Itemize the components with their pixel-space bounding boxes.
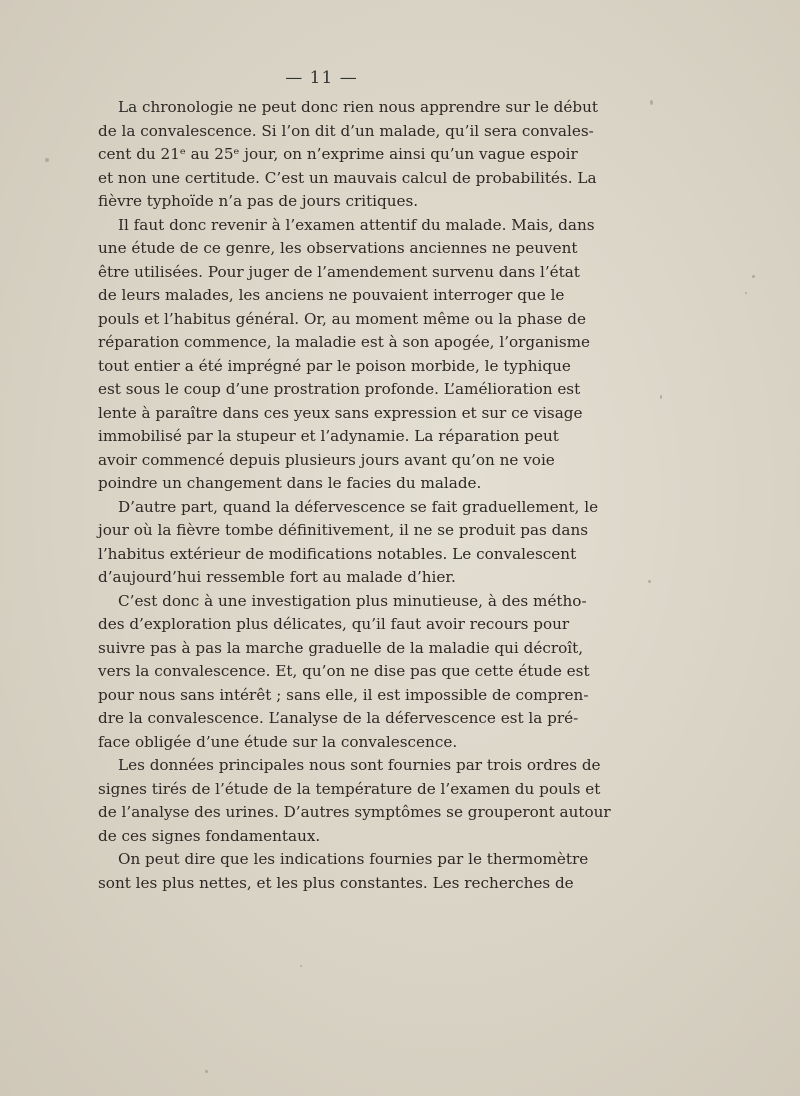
text-line: et non une certitude. C’est un mauvais calcul de probabilités. La xyxy=(98,168,597,187)
text-line: C’est donc à une investigation plus minutieuse, à des métho- xyxy=(118,591,587,610)
text-line: immobilisé par la stupeur et l’adynamie. La réparation peut xyxy=(98,427,559,445)
text-line: fièvre typhoïde n’a pas de jours critiques. xyxy=(98,192,419,210)
paper-speck xyxy=(752,275,755,278)
body-text xyxy=(98,96,611,895)
text-line: cent du 21ᵉ au 25ᵉ jour, on n’exprime ainsi qu’un vague espoir xyxy=(98,145,578,163)
text-line: pour nous sans intérêt ; sans elle, il est impossible de compren- xyxy=(98,685,589,704)
text-line: dre la convalescence. L’analyse de la défervescence est la pré- xyxy=(98,709,579,727)
text-line: jour où la fièvre tombe définitivement, il ne se produit pas dans xyxy=(98,521,589,539)
text-line: être utilisées. Pour juger de l’amendement survenu dans l’état xyxy=(98,262,580,281)
paper-speck xyxy=(205,1070,208,1073)
text-line: de l’analyse des urines. D’autres symptômes se grouperont autour xyxy=(98,803,611,821)
paper-speck xyxy=(300,965,302,967)
text-line: est sous le coup d’une prostration profonde. L’amélioration est xyxy=(98,380,581,398)
text-line: une étude de ce genre, les observations anciennes ne peuvent xyxy=(98,239,578,257)
text-line: D’autre part, quand la défervescence se fait graduellement, le xyxy=(118,497,599,516)
text-line: l’habitus extérieur de modifications notables. Le convalescent xyxy=(98,544,577,563)
text-line: lente à paraître dans ces yeux sans expression et sur ce visage xyxy=(98,403,583,422)
paper-speck xyxy=(745,292,747,294)
paper-speck xyxy=(660,395,662,399)
text-line: sont les plus nettes, et les plus constantes. Les recherches de xyxy=(98,873,574,892)
paper-speck xyxy=(650,100,653,105)
paper-speck xyxy=(648,580,651,583)
text-line: poindre un changement dans le facies du malade. xyxy=(98,474,482,492)
text-line: de la convalescence. Si l’on dit d’un malade, qu’il sera convales- xyxy=(98,121,594,140)
text-line: face obligée d’une étude sur la convalescence. xyxy=(98,732,458,751)
text-line: signes tirés de l’étude de la température de l’examen du pouls et xyxy=(98,779,601,798)
text-line: suivre pas à pas la marche graduelle de la maladie qui décroît, xyxy=(98,638,584,657)
text-line: des d’exploration plus délicates, qu’il faut avoir recours pour xyxy=(98,615,570,633)
page-number: — 11 — xyxy=(285,68,358,88)
text-line: On peut dire que les indications fournies par le thermomètre xyxy=(118,850,589,868)
text-line: pouls et l’habitus général. Or, au moment même ou la phase de xyxy=(98,309,586,328)
text-line: de leurs malades, les anciens ne pouvaient interroger que le xyxy=(98,286,565,304)
text-line: réparation commence, la maladie est à son apogée, l’organisme xyxy=(98,333,591,351)
text-line: La chronologie ne peut donc rien nous apprendre sur le début xyxy=(118,98,599,116)
text-line: vers la convalescence. Et, qu’on ne dise pas que cette étude est xyxy=(98,662,590,680)
text-line: de ces signes fondamentaux. xyxy=(98,826,321,845)
text-line: tout entier a été imprégné par le poison morbide, le typhique xyxy=(98,356,571,375)
paper-speck xyxy=(45,158,49,162)
text-line: Il faut donc revenir à l’examen attentif du malade. Mais, dans xyxy=(118,215,595,234)
text-line: Les données principales nous sont fournies par trois ordres de xyxy=(118,756,601,774)
text-line: avoir commencé depuis plusieurs jours avant qu’on ne voie xyxy=(98,450,555,469)
text-line: d’aujourd’hui ressemble fort au malade d’hier. xyxy=(98,568,456,586)
